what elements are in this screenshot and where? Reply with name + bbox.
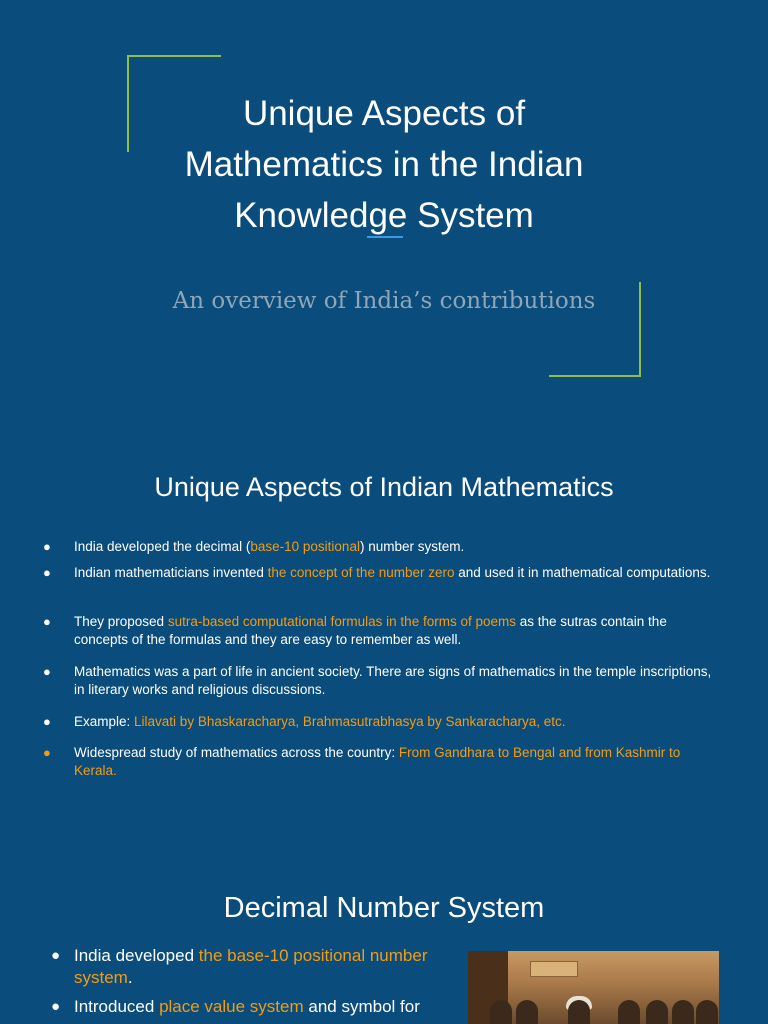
title-line-3: Knowledge System: [234, 196, 534, 235]
bullet-item: [43, 713, 714, 731]
bullet-text: India developed the decimal (: [74, 539, 251, 554]
bullet-text: Widespread study of mathematics across the country:: [74, 745, 399, 760]
decimal-title: Decimal Number System: [223, 892, 545, 924]
corner-bracket-bottom-right: [549, 282, 641, 377]
highlighted-text: From Gandhara to Bengal and from Kashmir to Kerala.: [74, 745, 681, 778]
highlighted-text: place value system: [159, 997, 304, 1016]
aspects-title: Unique Aspects of Indian Mathematics: [154, 472, 614, 502]
title-line-2: Mathematics in the Indian: [184, 145, 584, 184]
bullet-text: Indian mathematicians invented: [74, 565, 268, 580]
bullet-item: [43, 538, 714, 556]
bullet-text: .: [127, 968, 133, 987]
figure-shape: [490, 1000, 512, 1024]
highlighted-text: the base-10 positional number system: [74, 946, 428, 987]
bullet-item: [51, 996, 454, 1018]
classroom-photo: [468, 951, 719, 1024]
figure-shape: [672, 1000, 694, 1024]
spellcheck-underline: [367, 236, 403, 238]
bullet-dot-icon: ●: [43, 614, 51, 629]
bullet-item: [43, 744, 714, 780]
wall-sign: [530, 961, 578, 977]
figure-shape: [646, 1000, 668, 1024]
bullet-dot-icon: ●: [43, 565, 51, 580]
bullet-dot-icon: ●: [43, 745, 51, 760]
bullet-item: [43, 663, 714, 699]
bullet-text: and used it in mathematical computations.: [454, 565, 711, 580]
bullet-text: ) number system.: [359, 539, 465, 554]
bullet-text: as the sutras contain the concepts of the formulas and they are easy to remember as well.: [74, 614, 667, 647]
bullet-item: [43, 613, 714, 649]
figure-shape: [516, 1000, 538, 1024]
title-slide: [0, 0, 768, 410]
bullet-dot-icon: ●: [51, 947, 61, 964]
bullet-text: Mathematics was a part of life in ancient society. There are signs of mathematics in the temple inscriptions, in literary works and religious discussions.: [74, 664, 712, 697]
title-line-1: Unique Aspects of: [242, 94, 526, 133]
bullet-text: Example:: [74, 714, 135, 729]
figure-shape: [568, 1000, 590, 1024]
highlighted-text: sutra-based computational formulas in the forms of poems: [167, 614, 516, 629]
bullet-dot-icon: ●: [43, 539, 51, 554]
figure-shape: [696, 1000, 718, 1024]
bullet-text: and symbol for: [303, 997, 420, 1016]
bullet-item: [51, 945, 454, 989]
highlighted-text: base-10 positional: [250, 539, 360, 554]
slide-subtitle: An overview of India’s contributions: [172, 288, 596, 314]
figure-shape: [618, 1000, 640, 1024]
slide-title: [120, 88, 648, 241]
bullet-text: India developed: [74, 946, 199, 965]
bullet-dot-icon: ●: [51, 998, 61, 1015]
highlighted-text: the concept of the number zero: [267, 565, 455, 580]
bullet-dot-icon: ●: [43, 664, 51, 679]
highlighted-text: Lilavati by Bhaskaracharya, Brahmasutrabhasya by Sankaracharya, etc.: [134, 714, 566, 729]
bullet-item: [43, 564, 714, 582]
bullet-text: Introduced: [74, 997, 160, 1016]
bullet-dot-icon: ●: [43, 714, 51, 729]
bullet-text: They proposed: [74, 614, 168, 629]
